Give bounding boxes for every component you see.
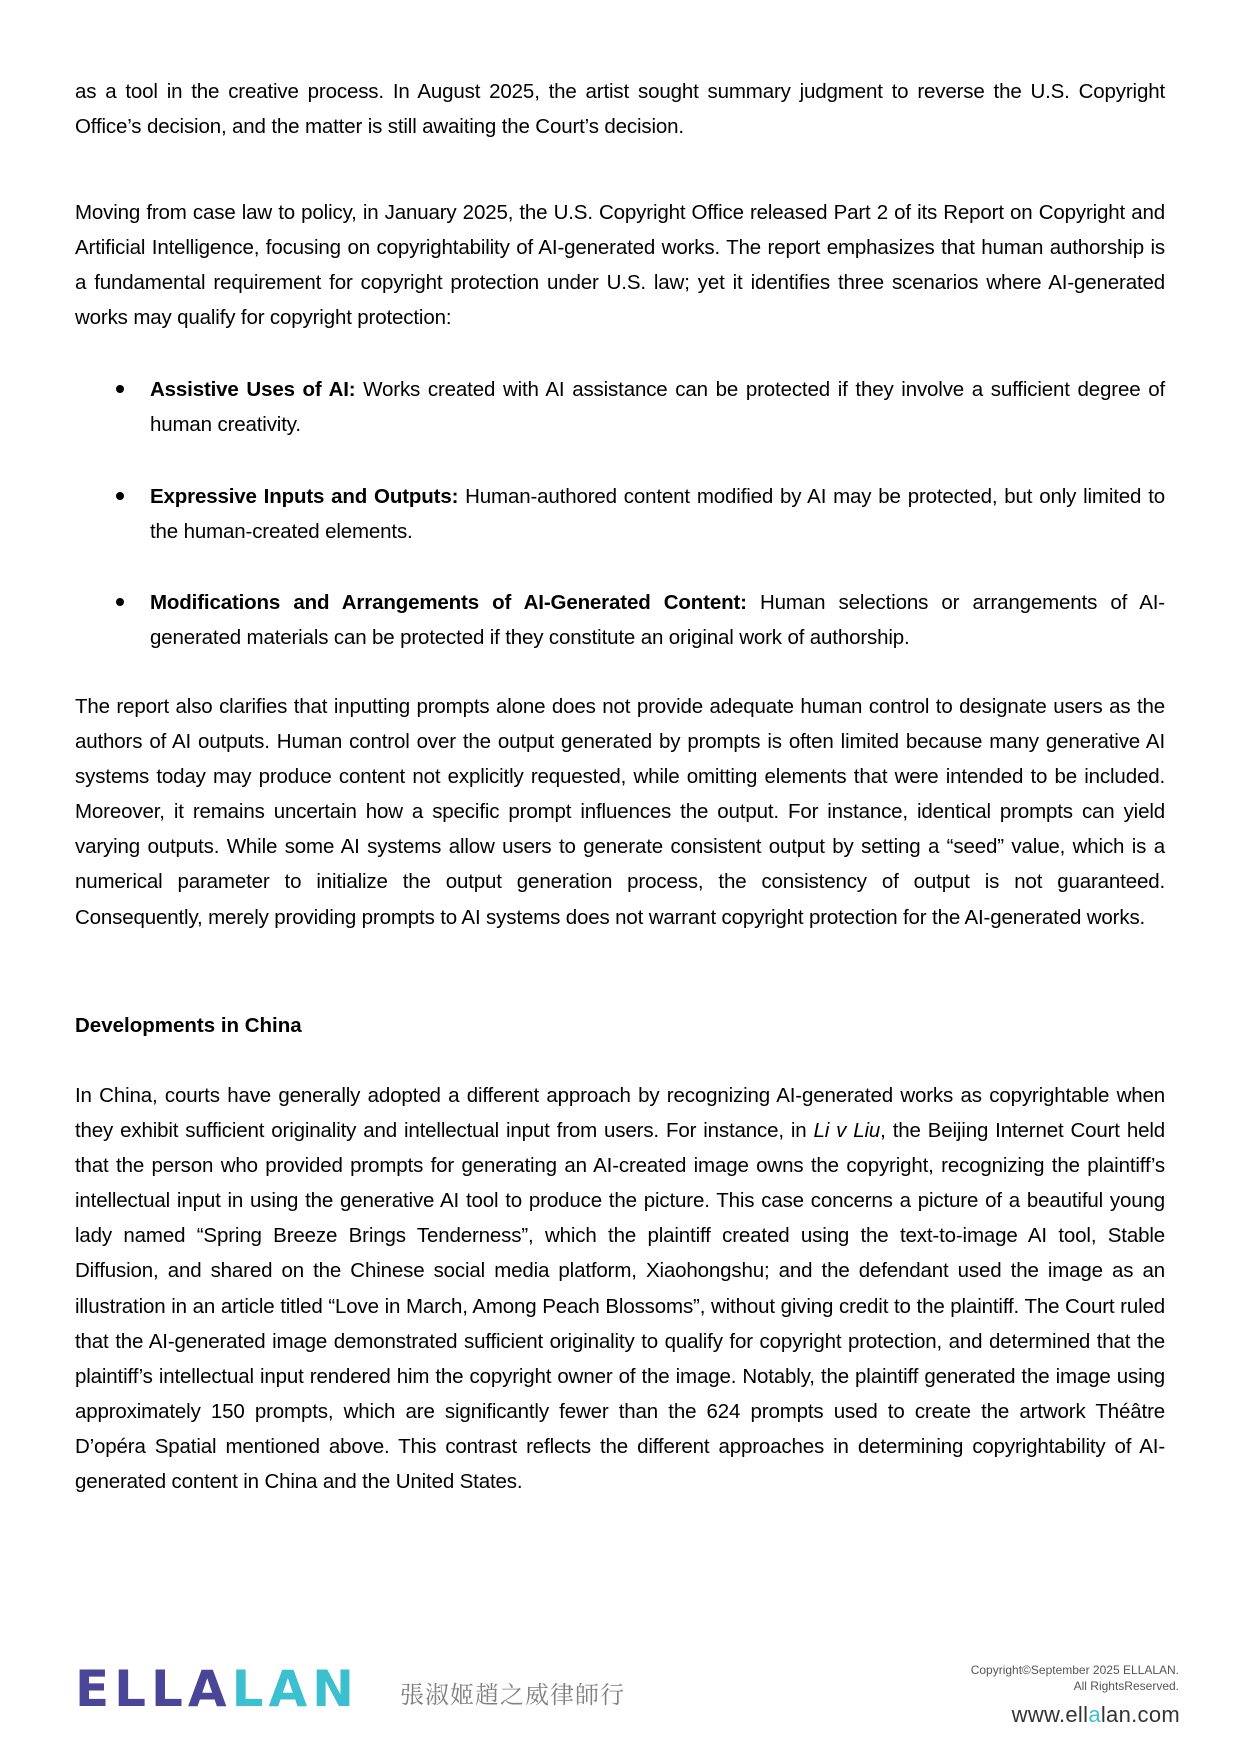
bullet-title: Assistive Uses of AI: xyxy=(150,378,356,401)
case-name: Li v Liu xyxy=(813,1119,881,1143)
paragraph-artist-summary-judgment: as a tool in the creative process. In August 2025, the artist sought summary judgment to reverse the U.S. Copyright Office’s decision, and the matter is still awaiting the Court’s decision. xyxy=(75,80,1165,139)
bullet-text: Human selections or arrangements of AI-generated materials can be protected if they constitute an original work of authorship. xyxy=(150,591,1165,650)
website-link[interactable]: www.ellalan.com xyxy=(1011,1702,1180,1727)
paragraph-china-li-v-liu: In China, courts have generally adopted a different approach by recognizing AI-generated works as copyrightable when they exhibit sufficient originality and intellectual input from users. For instance, in Li v Liu, the Beijing Internet Court held that the person who provided prompts for generating an AI-created image owns the copyright, recognizing the plaintiff’s intellectual input in using the generative AI tool to produce the picture. This case concerns a picture of a beautiful young lady named “Spring Breeze Brings Tenderness”, which the plaintiff created using the text-to-image AI tool, Stable Diffusion, and shared on the Chinese social media platform, Xiaohongshu; and the defendant used the image as an illustration in an article titled “Love in March, Among Peach Blossoms”, without giving credit to the plaintiff. The Court ruled that the AI-generated image demonstrated sufficient originality to qualify for copyright protection, and determined that the plaintiff’s intellectual input rendered him the copyright owner of the image. Notably, the plaintiff generated the image using approximately 150 prompts, which are significantly fewer than the 624 prompts used to create the artwork Théâtre D’opéra Spatial mentioned above. This contrast reflects the different approaches in determining copyrightability of AI-generated content in China and the United States. xyxy=(75,1084,1165,1494)
section-heading-china: Developments in China xyxy=(75,1014,302,1037)
firm-chinese-name: 張淑姬趙之威律師行 xyxy=(400,1681,625,1709)
bullet-title: Expressive Inputs and Outputs: xyxy=(150,485,459,508)
bullet-dot-icon xyxy=(116,385,124,393)
logo-alan: LAN xyxy=(231,1660,359,1718)
bullet-text: Works created with AI assistance can be protected if they involve a sufficient degree of human creativity. xyxy=(150,378,1165,437)
paragraph-prompts-inadequate: The report also clarifies that inputting prompts alone does not provide adequate human control to designate users as the authors of AI outputs. Human control over the output generated by prompts is often limited because many generative AI systems today may produce content not explicitly requested, while omitting elements that were intended to be included. Moreover, it remains uncertain how a specific prompt influences the output. For instance, identical prompts can yield varying outputs. While some AI systems allow users to generate consistent output by setting a “seed” value, which is a numerical parameter to initialize the output generation process, the consistency of output is not guaranteed. Consequently, merely providing prompts to AI systems does not warrant copyright protection for the AI-generated works. xyxy=(75,695,1165,929)
paragraph-copyright-office-report: Moving from case law to policy, in January 2025, the U.S. Copyright Office released Part 2 of its Report on Copyright and Artificial Intelligence, focusing on copyrightability of AI-generated works. The report emphasizes that human authorship is a fundamental requirement for copyright protection under U.S. law; yet it identifies three scenarios where AI-generated works may qualify for copyright protection: xyxy=(75,201,1165,330)
ellalan-logo xyxy=(75,1660,359,1718)
bullet-text: Human-authored content modified by AI may be protected, but only limited to the human-created elements. xyxy=(150,485,1165,544)
logo-ella: ELLA xyxy=(75,1660,232,1718)
copyright-notice: Copyright©September 2025 ELLALAN. All RightsReserved. xyxy=(970,1663,1179,1693)
bullet-title: Modifications and Arrangements of AI-Generated Content: xyxy=(150,591,747,614)
bullet-dot-icon xyxy=(116,492,124,500)
bullet-dot-icon xyxy=(116,598,124,606)
